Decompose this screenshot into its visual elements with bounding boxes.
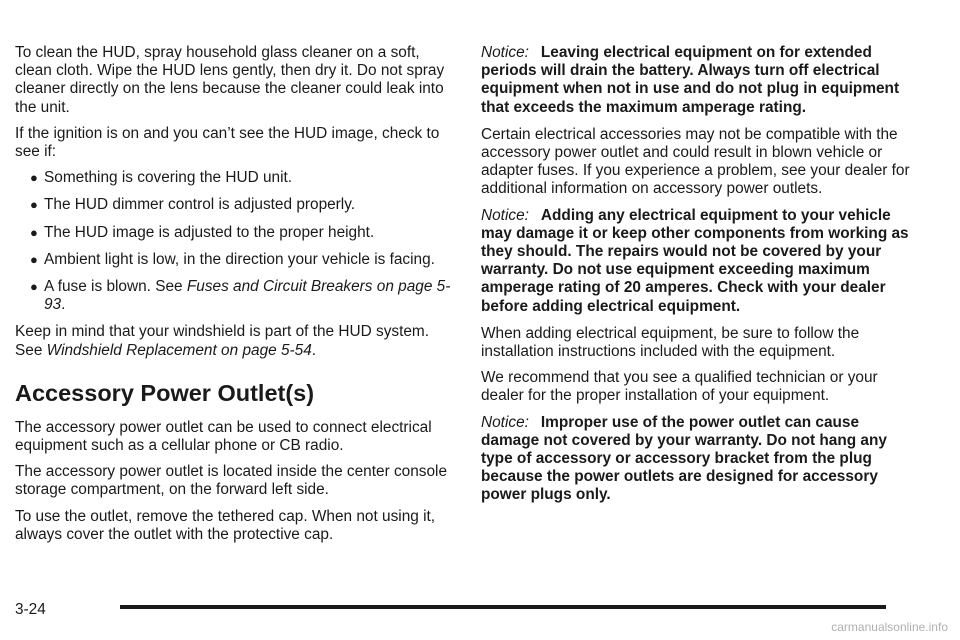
list-item: ● A fuse is blown. See Fuses and Circuit Breakers on page 5-93. [30, 278, 451, 314]
notice-equipment: Notice: Adding any electrical equipment to your vehicle may damage it or keep other components from working as they should. The repairs would not be covered by your warranty. Do not use equipment exceeding maximum amperage rating of 20 amperes. Check with your dealer before adding electrical equipment. [481, 206, 909, 315]
notice-improper-use: Notice: Improper use of the power outlet can cause damage not covered by your warranty. Do not hang any type of accessory or accessory bracket from the plug because the power outlets are designed for accessory power plugs only. [481, 413, 887, 504]
outlet-cap-paragraph: To use the outlet, remove the tethered cap. When not using it, always cover the outlet with the protective cap. [15, 507, 436, 543]
list-item: ● The HUD image is adjusted to the proper height. [30, 223, 375, 241]
notice-label: Notice: [481, 44, 529, 61]
right-column [481, 44, 921, 514]
hud-ignition-paragraph: If the ignition is on and you can’t see the HUD image, check to see if: [15, 124, 440, 161]
list-item: ● Something is covering the HUD unit. [30, 169, 293, 187]
windshield-paragraph: Keep in mind that your windshield is part of the HUD system. See Windshield Replacement on page 5-54. [15, 323, 430, 359]
hud-cleaning-paragraph: To clean the HUD, spray household glass cleaner on a soft, clean cloth. Wipe the HUD lens gently, then dry it. Do not spray cleaner directly on the lens because the cleaner could leak into the unit. [15, 44, 445, 116]
bullet-icon: ● [30, 170, 38, 186]
compatibility-paragraph: Certain electrical accessories may not be compatible with the accessory power outlet and could result in blown vehicle or adapter fuses. If you experience a problem, see your dealer for additional information on accessory power outlets. [481, 125, 910, 198]
footer-rule [120, 605, 886, 609]
installation-paragraph: When adding electrical equipment, be sure to follow the installation instructions included with the equipment. [481, 324, 860, 361]
technician-paragraph: We recommend that you see a qualified technician or your dealer for the proper installation of your equipment. [481, 369, 878, 405]
bullet-icon: ● [30, 251, 38, 267]
notice-battery: Notice: Leaving electrical equipment on for extended periods will drain the battery. Always turn off electrical equipment when not in use and do not plug in equipment that exceeds the maximum amperage rating. [481, 44, 900, 116]
windshield-reference-link[interactable]: Windshield Replacement on page 5-54 [46, 341, 312, 359]
list-item: ● Ambient light is low, in the direction your vehicle is facing. [30, 250, 435, 268]
notice-label: Notice: [481, 206, 529, 224]
bullet-icon: ● [30, 224, 38, 240]
fuses-reference-link[interactable]: Fuses and Circuit Breakers on page 5-93 [44, 278, 451, 314]
outlet-location-paragraph: The accessory power outlet is located inside the center console storage compartment, on the forward left side. [15, 463, 448, 499]
page-number: 3-24 [15, 601, 46, 618]
section-heading: Accessory Power Outlet(s) [15, 379, 315, 406]
watermark: carmanualsonline.info [831, 620, 948, 634]
hud-check-list [15, 169, 451, 314]
bullet-icon: ● [30, 279, 38, 295]
bullet-icon: ● [30, 197, 38, 213]
outlet-use-paragraph: The accessory power outlet can be used to connect electrical equipment such as a cellular phone or CB radio. [15, 418, 432, 455]
notice-label: Notice: [481, 413, 529, 431]
list-item: ● The HUD dimmer control is adjusted properly. [30, 196, 356, 214]
left-column [15, 44, 451, 552]
